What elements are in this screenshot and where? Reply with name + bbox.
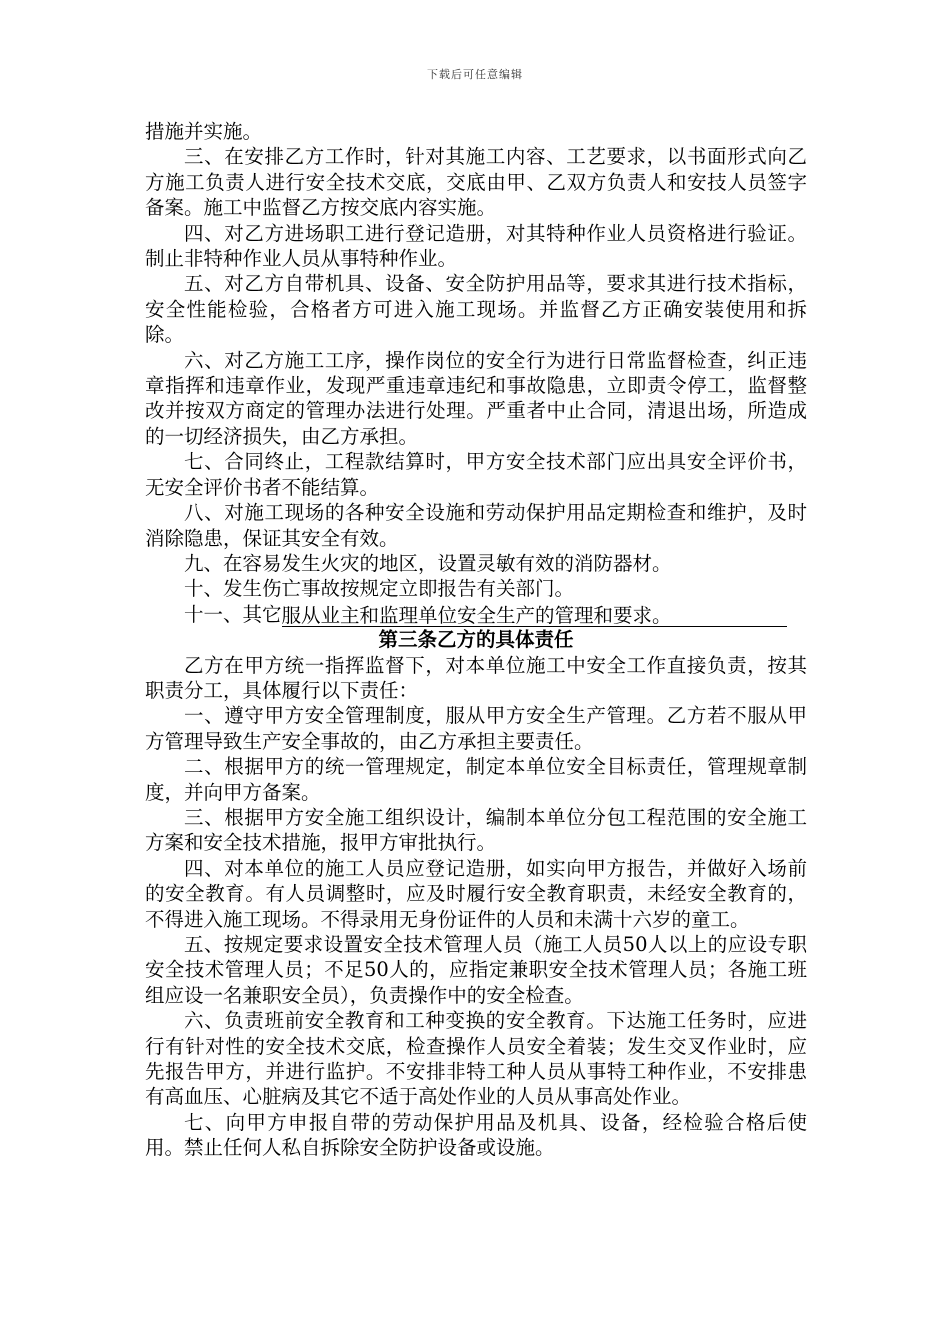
paragraph: 四、对本单位的施工人员应登记造册，如实向甲方报告，并做好入场前的安全教育。有人员调整时，应及时履行安全教育职责，未经安全教育的，不得进入施工现场。不得录用无身份证件的人员和未满十六岁的童工。	[145, 856, 807, 931]
paragraph: 乙方在甲方统一指挥监督下，对本单位施工中安全工作直接负责，按其职责分工，具体履行以下责任：	[145, 653, 807, 702]
paragraph: 十、发生伤亡事故按规定立即报告有关部门。	[184, 577, 575, 601]
paragraph-group-obligations-party-b	[145, 653, 807, 1161]
paragraph-group-obligations-party-a	[145, 119, 807, 602]
paragraph: 七、向甲方申报自带的劳动保护用品及机具、设备，经检验合格后使用。禁止任何人私自拆除安全防护设备或设施。	[145, 1110, 807, 1160]
paragraph: 三、根据甲方安全施工组织设计，编制本单位分包工程范围的安全施工方案和安全技术措施，报甲方审批执行。	[145, 805, 807, 855]
paragraph: 五、对乙方自带机具、设备、安全防护用品等，要求其进行技术指标，安全性能检验，合格者方可进入施工现场。并监督乙方正确安装使用和拆除。	[145, 272, 807, 347]
document-body	[145, 119, 807, 1161]
paragraph: 八、对施工现场的各种安全设施和劳动保护用品定期检查和维护，及时消除隐患，保证其安全有效。	[145, 501, 807, 550]
paragraph-item-eleven	[145, 602, 807, 627]
paragraph: 三、在安排乙方工作时，针对其施工内容、工艺要求，以书面形式向乙方施工负责人进行安全技术交底，交底由甲、乙双方负责人和安技人员签字备案。施工中监督乙方按交底内容实施。	[145, 145, 807, 220]
paragraph: 措施并实施。	[145, 120, 263, 143]
section-title: 第三条乙方的具体责任	[378, 628, 574, 652]
item-eleven-fill-in: 服从业主和监理单位安全生产的管理和要求。	[282, 605, 787, 627]
page-header: 下载后可任意编辑	[427, 68, 523, 81]
paragraph: 一、遵守甲方安全管理制度，服从甲方安全生产管理。乙方若不服从甲方管理导致生产安全事故的，由乙方承担主要责任。	[145, 704, 807, 753]
paragraph: 六、对乙方施工工序，操作岗位的安全行为进行日常监督检查，纠正违章指挥和违章作业，发现严重违章违纪和事故隐患，立即责令停工，监督整改并按双方商定的管理办法进行处理。严重者中止合同，清退出场，所造成的一切经济损失，由乙方承担。	[145, 348, 807, 448]
item-eleven-label: 十一、其它	[184, 602, 282, 626]
paragraph: 二、根据甲方的统一管理规定，制定本单位安全目标责任，管理规章制度，并向甲方备案。	[145, 755, 807, 804]
paragraph: 六、负责班前安全教育和工种变换的安全教育。下达施工任务时，应进行有针对性的安全技术交底，检查操作人员安全着装；发生交叉作业时，应先报告甲方，并进行监护。不安排非特工种人员从事特工种作业，不安排患有高血压、心脏病及其它不适于高处作业的人员从事高处作业。	[145, 1009, 807, 1109]
paragraph: 五、按规定要求设置安全技术管理人员（施工人员50人以上的应设专职安全技术管理人员；不足50人的，应指定兼职安全技术管理人员；各施工班组应设一名兼职安全员），负责操作中的安全检查。	[145, 933, 807, 1007]
paragraph: 四、对乙方进场职工进行登记造册，对其特种作业人员资格进行验证。制止非特种作业人员从事特种作业。	[145, 221, 807, 271]
paragraph: 九、在容易发生火灾的地区，设置灵敏有效的消防器材。	[184, 551, 672, 575]
paragraph: 七、合同终止，工程款结算时，甲方安全技术部门应出具安全评价书，无安全评价书者不能结算。	[145, 450, 807, 499]
